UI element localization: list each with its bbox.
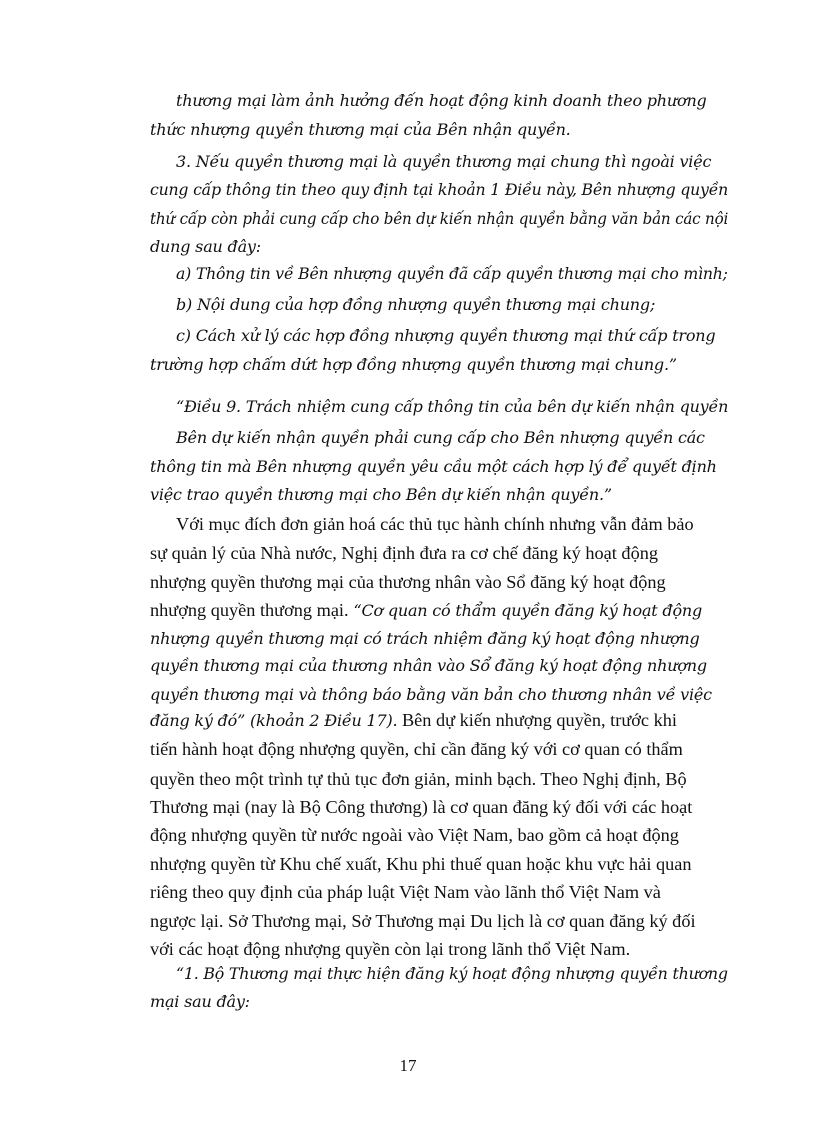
text-run: với các hoạt động nhượng quyền còn lại trong lãnh thổ Việt Nam. <box>150 939 631 959</box>
text-line <box>150 542 658 564</box>
text-run: nhượng quyền thương mại của thương nhân vào Sổ đăng ký hoạt động <box>150 572 666 592</box>
text-run: a) Thông tin về Bên nhượng quyền đã cấp quyền thương mại cho mình; <box>176 264 728 283</box>
text-run: trường hợp chấm dứt hợp đồng nhượng quyền thương mại chung.” <box>150 355 677 374</box>
text-run: riêng theo quy định của pháp luật Việt Nam vào lãnh thổ Việt Nam và <box>150 882 661 902</box>
text-line <box>176 150 711 173</box>
page-number: 17 <box>399 1056 417 1075</box>
text-line <box>150 990 250 1013</box>
text-run: Bên dự kiến nhượng quyền, trước khi <box>397 710 677 730</box>
text-run: “1. Bộ Thương mại thực hiện đăng ký hoạt động nhượng quyền thương <box>176 964 728 983</box>
text-line <box>176 262 728 285</box>
text-line <box>150 235 261 258</box>
text-line <box>150 571 666 593</box>
text-run: Với mục đích đơn giản hoá các thủ tục hành chính nhưng vẫn đảm bảo <box>176 514 694 534</box>
text-line <box>150 938 630 960</box>
text-run: thương mại làm ảnh hưởng đến hoạt động kinh doanh theo phương <box>176 91 707 110</box>
text-run: quyền thương mại của thương nhân vào Sổ đăng ký hoạt động nhượng <box>150 656 707 675</box>
text-run: ngược lại. Sở Thương mại, Sở Thương mại Du lịch là cơ quan đăng ký đối <box>150 911 696 931</box>
text-run: mại sau đây: <box>150 992 250 1011</box>
text-line <box>176 426 705 449</box>
text-run: Bên dự kiến nhận quyền phải cung cấp cho Bên nhượng quyền các <box>176 428 705 447</box>
text-line <box>176 324 715 347</box>
text-line <box>150 627 700 650</box>
text-line <box>150 768 687 790</box>
text-run: động nhượng quyền từ nước ngoài vào Việt Nam, bao gồm cả hoạt động <box>150 825 679 845</box>
text-line <box>150 207 728 230</box>
text-line <box>150 709 677 732</box>
text-run: tiến hành hoạt động nhượng quyền, chỉ cần đăng ký với cơ quan có thẩm <box>150 739 683 759</box>
text-line <box>150 738 683 760</box>
text-run: dung sau đây: <box>150 237 261 256</box>
text-run: 3. Nếu quyền thương mại là quyền thương mại chung thì ngoài việc <box>176 152 712 171</box>
text-run: “Điều 9. Trách nhiệm cung cấp thông tin của bên dự kiến nhận quyền <box>176 397 729 416</box>
text-line <box>150 910 696 932</box>
text-run: quyền theo một trình tự thủ tục đơn giản, minh bạch. Theo Nghị định, Bộ <box>150 769 687 789</box>
text-run: cung cấp thông tin theo quy định tại khoản 1 Điều này, Bên nhượng quyền <box>150 180 729 199</box>
text-run: thông tin mà Bên nhượng quyền yêu cầu một cách hợp lý để quyết định <box>150 457 717 476</box>
text-line <box>150 654 707 677</box>
text-line <box>150 599 702 622</box>
text-line <box>150 483 612 506</box>
text-line <box>176 513 694 535</box>
text-run: đăng ký đó” (khoản 2 Điều 17). <box>150 711 398 730</box>
text-line <box>150 881 661 903</box>
text-line <box>150 683 712 706</box>
text-run: quyền thương mại và thông báo bằng văn bản cho thương nhân về việc <box>150 685 712 704</box>
text-line <box>150 824 679 846</box>
text-run: “Cơ quan có thẩm quyền đăng ký hoạt động <box>348 601 703 620</box>
text-run: Thương mại (nay là Bộ Công thương) là cơ quan đăng ký đối với các hoạt <box>150 797 693 817</box>
text-line <box>150 118 571 141</box>
text-run: nhượng quyền thương mại có trách nhiệm đăng ký hoạt động nhượng <box>150 629 700 648</box>
text-line <box>150 796 692 818</box>
text-line <box>176 293 655 316</box>
text-line <box>150 853 692 875</box>
text-run: thứ cấp còn phải cung cấp cho bên dự kiến nhận quyền bằng văn bản các nội <box>150 209 729 228</box>
text-run: việc trao quyền thương mại cho Bên dự kiến nhận quyền.” <box>150 485 612 504</box>
text-line <box>176 89 707 112</box>
text-run: nhượng quyền từ Khu chế xuất, Khu phi thuế quan hoặc khu vực hải quan <box>150 854 692 874</box>
text-line <box>176 962 728 985</box>
text-run: nhượng quyền thương mại. <box>150 600 349 620</box>
text-run: b) Nội dung của hợp đồng nhượng quyền thương mại chung; <box>176 295 656 314</box>
text-line <box>150 455 717 478</box>
text-run: thức nhượng quyền thương mại của Bên nhận quyền. <box>150 120 571 139</box>
text-line <box>176 395 728 418</box>
text-line <box>150 178 728 201</box>
text-run: c) Cách xử lý các hợp đồng nhượng quyền thương mại thứ cấp trong <box>176 326 716 345</box>
text-run: sự quản lý của Nhà nước, Nghị định đưa ra cơ chế đăng ký hoạt động <box>150 543 658 563</box>
text-line <box>150 353 677 376</box>
